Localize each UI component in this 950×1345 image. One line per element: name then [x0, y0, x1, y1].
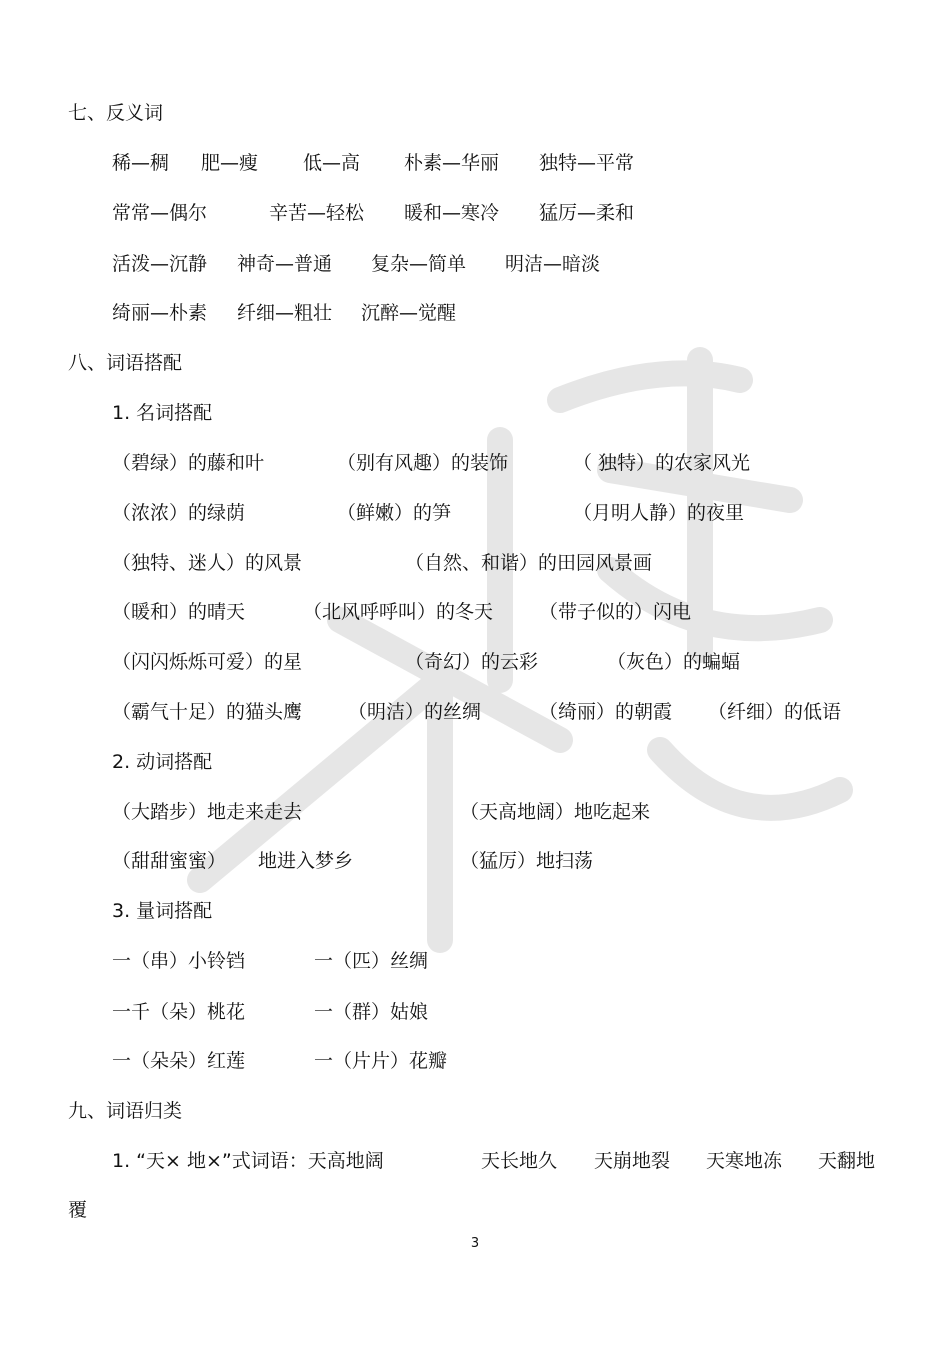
subheading-verb-collocation: 2. 动词搭配: [112, 751, 213, 773]
antonym-pair: 辛苦—轻松: [269, 202, 365, 224]
collocation-item: （ 独特）的农家风光: [573, 452, 751, 474]
collocation-item: （大踏步）地走来走去: [112, 801, 303, 823]
antonym-pair: 暖和—寒冷: [404, 202, 500, 224]
collocation-item: （鲜嫩）的笋: [337, 502, 452, 524]
collocation-item: （天高地阔）地吃起来: [460, 801, 651, 823]
antonym-pair: 纤细—粗壮: [237, 302, 333, 324]
collocation-item: （霸气十足）的猫头鹰: [112, 701, 303, 723]
collocation-item: （北风呼呼叫）的冬天: [303, 601, 494, 623]
classification-word: 天翻地: [818, 1150, 876, 1172]
antonym-pair: 独特—平常: [539, 152, 635, 174]
antonym-pair: 复杂—简单: [371, 253, 467, 275]
collocation-item: （暖和）的晴天: [112, 601, 246, 623]
collocation-item: （带子似的）闪电: [539, 601, 692, 623]
collocation-item: 一（匹）丝绸: [314, 950, 429, 972]
antonym-pair: 稀—稠: [112, 152, 170, 174]
classification-word: 天寒地冻: [706, 1150, 783, 1172]
collocation-item: （独特、迷人）的风景: [112, 552, 303, 574]
collocation-item: 一千（朵）桃花: [112, 1001, 246, 1023]
antonym-pair: 神奇—普通: [237, 253, 333, 275]
collocation-item: 一（串）小铃铛: [112, 950, 246, 972]
collocation-item: 一（片片）花瓣: [314, 1050, 448, 1072]
antonym-pair: 肥—瘦: [201, 152, 259, 174]
classification-word: 天崩地裂: [594, 1150, 671, 1172]
classification-word: 天长地久: [481, 1150, 558, 1172]
page-number: 3: [470, 1236, 480, 1251]
antonym-pair: 沉醉—觉醒: [361, 302, 457, 324]
section-heading-classification: 九、词语归类: [68, 1100, 183, 1122]
collocation-item: 地进入梦乡: [258, 850, 354, 872]
collocation-item: （猛厉）地扫荡: [460, 850, 594, 872]
antonym-pair: 明洁—暗淡: [505, 253, 601, 275]
collocation-item: 一（朵朵）红莲: [112, 1050, 246, 1072]
antonym-pair: 朴素—华丽: [404, 152, 500, 174]
classification-wrap: 覆: [68, 1199, 88, 1221]
section-heading-collocations: 八、词语搭配: [68, 352, 183, 374]
collocation-item: （闪闪烁烁可爱）的星: [112, 651, 303, 673]
collocation-item: （绮丽）的朝霞: [539, 701, 673, 723]
antonym-pair: 低—高: [303, 152, 361, 174]
collocation-item: （甜甜蜜蜜）: [112, 850, 227, 872]
classification-lead: 1. “天× 地×”式词语：天高地阔: [112, 1150, 384, 1172]
collocation-item: （明洁）的丝绸: [348, 701, 482, 723]
collocation-item: （灰色）的蝙蝠: [607, 651, 741, 673]
collocation-item: （纤细）的低语: [708, 701, 842, 723]
subheading-measure-collocation: 3. 量词搭配: [112, 900, 213, 922]
section-heading-antonyms: 七、反义词: [68, 102, 164, 124]
collocation-item: 一（群）姑娘: [314, 1001, 429, 1023]
antonym-pair: 猛厉—柔和: [539, 202, 635, 224]
collocation-item: （月明人静）的夜里: [573, 502, 745, 524]
collocation-item: （浓浓）的绿荫: [112, 502, 246, 524]
antonym-pair: 活泼—沉静: [112, 253, 208, 275]
antonym-pair: 常常—偶尔: [112, 202, 208, 224]
antonym-pair: 绮丽—朴素: [112, 302, 208, 324]
collocation-item: （别有风趣）的装饰: [337, 452, 509, 474]
collocation-item: （碧绿）的藤和叶: [112, 452, 265, 474]
collocation-item: （自然、和谐）的田园风景画: [405, 552, 653, 574]
subheading-noun-collocation: 1. 名词搭配: [112, 402, 213, 424]
collocation-item: （奇幻）的云彩: [405, 651, 539, 673]
